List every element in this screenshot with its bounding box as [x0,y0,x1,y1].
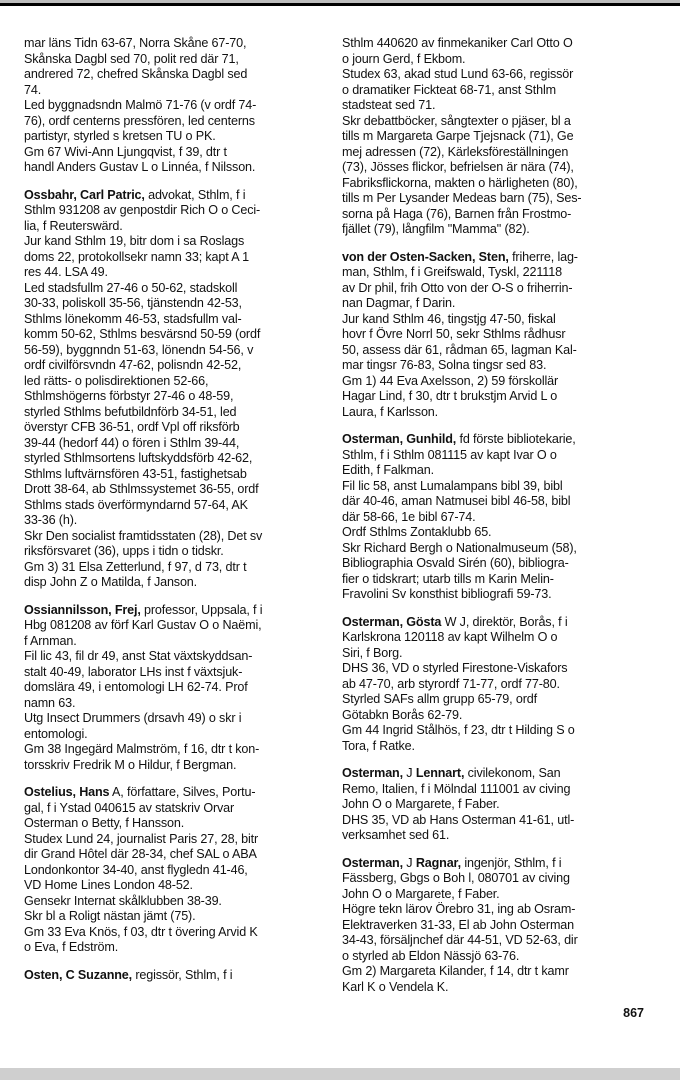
biography-entry [24,188,325,591]
entry-line [342,964,643,980]
entry-name: Osterman, [342,855,403,870]
entry-text: Led byggnadsndn Malmö 71-76 (v ordf 74- [24,98,257,112]
entry-line [24,219,325,235]
entry-line [24,863,325,879]
entry-text: nan Dagmar, f Darin. [342,296,456,310]
entry-line [342,176,643,192]
entry-line [24,98,325,114]
entry-line [24,968,325,984]
entry-text: Styrled SAFs allm grupp 65-79, ordf [342,692,537,706]
entry-line [24,618,325,634]
entry-line [342,871,643,887]
entry-line [24,405,325,421]
entry-line [342,677,643,693]
entry-text: 39-44 (hedorf 44) o fören i Sthlm 39-44, [24,435,240,450]
entry-name-middle: J [402,855,416,870]
entry-text: gal, f i Ystad 040615 av statskriv Orvar [24,800,235,815]
entry-line [24,909,325,925]
entry-text: mej adressen (72), Kärleksföreställningen [342,144,569,159]
entry-line [24,758,325,774]
entry-line [342,265,643,281]
biography-entry [24,968,325,984]
page-number: 867 [623,1006,644,1020]
entry-text: 56-59), byggnndn 51-63, lönendn 54-56, v [24,342,254,357]
entry-line [24,544,325,560]
entry-line [342,949,643,965]
biography-entry [342,250,643,421]
entry-text: Gm 2) Margareta Kilander, f 14, dtr t kamr [342,964,569,978]
biography-entry [24,36,325,176]
entry-text: ingenjör, Sthlm, f i [460,855,562,870]
entry-line [24,529,325,545]
entry-text: Gm 33 Eva Knös, f 03, dtr t övering Arvid K [24,924,258,939]
entry-text: hovr f Övre Norrl 50, sekr Sthlms rådhusr [342,327,566,341]
entry-text: Sthlmshögerns förbstyr 27-46 o 48-59, [24,389,234,403]
entry-text: Skr Den socialist framtidsstaten (28), Det sv [24,528,263,543]
biography-entry [342,856,643,996]
entry-text: (73), Jösses flickor, befrielsen är nära (74), [342,160,574,174]
entry-line [342,83,643,99]
scan-bottom-edge [0,1068,680,1080]
entry-line [24,203,325,219]
biography-entry [342,615,643,755]
entry-text: Sthlm 440620 av finmekaniker Carl Otto O [342,36,573,50]
entry-line [342,129,643,145]
biography-entry [342,36,643,238]
entry-line [342,98,643,114]
entry-line [24,603,325,619]
entry-text: 34-43, försäljnchef där 44-51, VD 52-63, dir [342,933,578,947]
entry-line [342,572,643,588]
entry-text: Gm 38 Ingegärd Malmström, f 16, dtr t kon- [24,742,260,756]
entry-line [24,374,325,390]
entry-line [24,727,325,743]
entry-line [24,250,325,266]
entry-text: o styrled ab Eldon Nässjö 63-76. [342,948,520,963]
entry-text: Gm 67 Wivi-Ann Ljungqvist, f 39, dtr t [24,144,227,159]
entry-line [342,145,643,161]
entry-line [24,649,325,665]
entry-line [342,887,643,903]
entry-text: 30-33, poliskoll 35-56, tjänstendn 42-53, [24,296,242,310]
entry-line [24,281,325,297]
entry-name: Ossiannilsson, Frej, [24,602,141,617]
entry-text: f Arnman. [24,633,77,648]
entry-line [24,878,325,894]
entry-line [24,832,325,848]
entry-line [24,785,325,801]
entry-text: doms 22, protokollsekr namn 33; kapt A 1 [24,249,250,264]
entry-line [24,389,325,405]
entry-line [24,513,325,529]
entry-text: ordf civilförsvndn 47-62, polisndn 42-52, [24,358,242,372]
entry-text: Sthlms stads överförmyndarnd 57-64, AK [24,497,248,512]
entry-line [342,343,643,359]
entry-line [24,160,325,176]
entry-line [342,312,643,328]
entry-name: Ostelius, Hans [24,785,110,799]
entry-line [342,510,643,526]
entry-text: stalt 40-49, laborator LHs inst f växtsjuk- [24,664,243,679]
entry-line [342,980,643,996]
entry-line [342,191,643,207]
entry-line [342,114,643,130]
entry-text: John O o Margarete, f Faber. [342,797,500,811]
entry-text: Ordf Sthlms Zontaklubb 65. [342,525,492,539]
entry-line [342,432,643,448]
biography-entry [342,766,643,844]
entry-line [342,739,643,755]
entry-text: regissör, Sthlm, f i [132,967,233,982]
entry-text: dir Grand Hôtel där 28-34, chef SAL o ABA [24,847,257,861]
entry-line [24,847,325,863]
entry-line [24,665,325,681]
entry-line [342,918,643,934]
entry-line [342,766,643,782]
entry-text: 33-36 (h). [24,513,78,527]
entry-line [24,327,325,343]
entry-text: o Eva, f Edström. [24,940,119,954]
entry-line [342,587,643,603]
entry-text: DHS 35, VD ab Hans Osterman 41-61, utl- [342,812,575,827]
entry-text: Hagar Lind, f 30, dtr t brukstjm Arvid L o [342,389,558,403]
entry-line [342,222,643,238]
entry-text: DHS 36, VD o styrled Firestone-Viskafors [342,661,568,675]
entry-text: tills m Margareta Garpe Tjejsnack (71), Ge [342,129,574,143]
entry-line [342,813,643,829]
biography-entry [24,785,325,956]
entry-line [24,575,325,591]
entry-text: professor, Uppsala, f i [140,602,263,617]
entry-text: Fil lic 43, fil dr 49, anst Stat växtskyddsan- [24,649,253,663]
entry-text: Remo, Italien, f i Mölndal 111001 av civing [342,781,571,796]
entry-text: partistyr, styrled s kretsen TU o PK. [24,129,216,143]
entry-line [24,801,325,817]
entry-line [24,482,325,498]
entry-line [342,782,643,798]
entry-text: Karl K o Vendela K. [342,979,449,994]
entry-line [24,145,325,161]
entry-text: komm 50-62, Sthlms besvärsnd 50-59 (ordf [24,327,261,341]
entry-line [24,114,325,130]
entry-text: 74. [24,82,42,97]
entry-line [342,281,643,297]
entry-line [342,661,643,677]
entry-text: advokat, Sthlm, f i [144,187,246,202]
entry-line [24,188,325,204]
entry-name: Osterman, Gösta [342,614,442,629]
entry-text: Gensekr Internat skålklubben 38-39. [24,893,222,908]
entry-text: o dramatiker Fickteat 68-71, anst Sthlm [342,82,556,97]
entry-line [24,925,325,941]
entry-line [342,374,643,390]
biography-entry [24,603,325,774]
entry-line [342,723,643,739]
entry-text: där 58-66, 1e bibl 67-74. [342,509,476,524]
entry-name-middle: J [402,766,416,780]
left-column [24,36,325,995]
entry-text: torsskriv Fredrik M o Hildur, f Bergman. [24,757,237,772]
entry-line [342,556,643,572]
entry-text: stadsteat sed 71. [342,98,436,112]
top-border-line [0,3,680,6]
entry-text: led rätts- o polisdirektionen 52-66, [24,373,209,388]
entry-line [24,265,325,281]
entry-text: Osterman o Betty, f Hansson. [24,816,185,830]
entry-text: Led stadsfullm 27-46 o 50-62, stadskoll [24,280,238,295]
entry-text: Siri, f Borg. [342,645,403,660]
entry-text: Skr debattböcker, sångtexter o pjäser, bl a [342,113,571,128]
entry-text: civilekonom, San [464,766,561,780]
entry-text: Gm 1) 44 Eva Axelsson, 2) 59 förskollär [342,373,559,388]
entry-text: Edith, f Falkman. [342,463,434,477]
entry-text: Sthlms luftvärnsfören 43-51, fastighetsab [24,466,247,481]
entry-name-given: Ragnar, [415,855,461,870]
entry-text: Tora, f Ratke. [342,738,415,753]
entry-line [24,83,325,99]
entry-text: Elektraverken 31-33, El ab John Osterman [342,917,575,932]
entry-text: fd förste bibliotekarie, [456,432,576,446]
entry-text: riksförsvaret (36), upps i tidn o tidskr. [24,544,224,558]
entry-text: Högre tekn lärov Örebro 31, ing ab Osram- [342,902,576,916]
entry-line [342,52,643,68]
entry-line [24,451,325,467]
entry-line [24,742,325,758]
entry-line [342,797,643,813]
entry-name-given: Lennart, [415,766,465,780]
entry-text: av Dr phil, frih Otto von der O-S o friherrin- [342,280,573,295]
entry-text: Fil lic 58, anst Lumalampans bibl 39, bibl [342,478,563,493]
entry-line [24,467,325,483]
entry-text: res 44. LSA 49. [24,265,108,279]
entry-text: Hbg 081208 av förf Karl Gustav O o Naëmi, [24,618,262,632]
entry-line [342,525,643,541]
entry-text: Sthlms lönekomm 46-53, stadsfullm val- [24,311,242,326]
entry-text: styrled Sthlmsortens luftskyddsförb 42-62, [24,451,253,465]
entry-text: Londonkontor 34-40, anst flygledn 41-46, [24,862,248,877]
entry-line [342,405,643,421]
entry-text: Gm 44 Ingrid Stålhös, f 23, dtr t Hilding S o [342,723,575,737]
entry-line [342,207,643,223]
entry-text: man, Sthlm, f i Greifswald, Tyskl, 221118 [342,265,562,279]
biography-entry [342,432,643,603]
entry-text: Gm 3) 31 Elsa Zetterlund, f 97, d 73, dtr t [24,559,247,574]
entry-line [24,436,325,452]
entry-text: entomologi. [24,726,88,741]
entry-text: fier o tidskrart; utarb tills m Karin Melin- [342,571,554,586]
entry-line [24,129,325,145]
entry-text: namn 63. [24,695,76,710]
entry-line [342,36,643,52]
entry-line [24,711,325,727]
entry-text: Studex Lund 24, journalist Paris 27, 28, bitr [24,831,259,846]
entry-line [24,680,325,696]
entry-text: o journ Gerd, f Ekbom. [342,51,466,66]
entry-text: Skr Richard Bergh o Nationalmuseum (58), [342,540,577,555]
entry-line [342,646,643,662]
entry-text: 50, assess där 61, rådman 65, lagman Kal- [342,342,577,357]
entry-line [24,67,325,83]
entry-line [24,634,325,650]
entry-line [24,420,325,436]
entry-text: andrered 72, chefred Skånska Dagbl sed [24,67,248,81]
entry-line [342,479,643,495]
entry-text: Jur kand Sthlm 46, tingstjg 47-50, fiskal [342,311,556,326]
entry-text: domslära 49, i entomologi LH 62-74. Prof [24,680,248,694]
entry-name: Osterman, Gunhild, [342,432,457,446]
entry-text: Götabkn Borås 62-79. [342,707,463,722]
entry-text: verksamhet sed 61. [342,828,450,842]
entry-line [342,296,643,312]
entry-line [342,327,643,343]
entry-text: mar läns Tidn 63-67, Norra Skåne 67-70, [24,36,247,50]
entry-text: VD Home Lines London 48-52. [24,878,193,892]
entry-text: Fabriksflickorna, makten o härligheten (80), [342,175,578,190]
entry-name: von der Osten-Sacken, Sten, [342,249,509,264]
entry-line [24,36,325,52]
entry-text: Sthlm, f i Sthlm 081115 av kapt Ivar O o [342,447,557,462]
entry-line [24,894,325,910]
entry-line [342,250,643,266]
entry-line [24,52,325,68]
entry-line [342,708,643,724]
entry-line [24,498,325,514]
entry-text: lia, f Reuterswärd. [24,218,123,233]
right-column [342,36,643,1007]
entry-line [24,312,325,328]
entry-text: friherre, lag- [508,249,578,264]
entry-line [342,828,643,844]
entry-line [342,692,643,708]
entry-line [342,856,643,872]
entry-text: Laura, f Karlsson. [342,404,439,419]
entry-line [24,696,325,712]
entry-text: tills m Per Lysander Medeas barn (75), Ses- [342,191,582,205]
entry-text: Bibliographia Osvald Sirén (60), bibliogra- [342,556,569,570]
entry-text: Skånska Dagbl sed 70, polit red där 71, [24,51,239,66]
entry-line [342,463,643,479]
entry-text: John O o Margarete, f Faber. [342,886,500,901]
entry-name: Osterman, [342,766,403,780]
entry-line [24,560,325,576]
entry-line [342,389,643,405]
entry-text: styrled Sthlms befutbildnförb 34-51, led [24,404,237,419]
entry-text: handl Anders Gustav L o Linnéa, f Nilsson. [24,160,256,174]
entry-line [24,296,325,312]
entry-text: Fässberg, Gbgs o Boh l, 080701 av civing [342,871,570,885]
entry-line [342,358,643,374]
entry-name: Osten, C Suzanne, [24,967,133,982]
entry-text: mar tingsr 76-83, Solna tingsr sed 83. [342,358,547,372]
entry-text: ab 47-70, arb styrordf 71-77, ordf 77-80. [342,676,560,691]
entry-text: sorna på Haga (76), Barnen från Frostmo- [342,206,572,221]
entry-text: överstyr CFB 36-51, ordf Vpl off riksförb [24,420,240,434]
entry-line [24,234,325,250]
entry-text: där 40-46, aman Natmusei bibl 46-58, bibl [342,494,571,508]
entry-line [342,67,643,83]
entry-line [24,940,325,956]
entry-text: disp John Z o Matilda, f Janson. [24,575,198,589]
entry-line [342,448,643,464]
entry-text: 76), ordf centerns pressfören, led centerns [24,113,255,128]
entry-text: Drott 38-64, ab Sthlmssystemet 36-55, ordf [24,482,259,496]
entry-line [342,630,643,646]
entry-text: Jur kand Sthlm 19, bitr dom i sa Roslags [24,234,245,248]
entry-line [342,615,643,631]
entry-line [342,933,643,949]
entry-line [24,343,325,359]
entry-name: Ossbahr, Carl Patric, [24,187,145,202]
entry-line [342,160,643,176]
entry-text: fjället (79), långfilm "Mamma" (82). [342,222,530,236]
entry-text: W J, direktör, Borås, f i [441,614,568,629]
entry-line [342,902,643,918]
entry-line [24,816,325,832]
entry-text: Fravolini Sv konsthist bibliografi 59-73. [342,587,552,601]
entry-text: Studex 63, akad stud Lund 63-66, regissör [342,67,574,81]
entry-text: Utg Insect Drummers (drsavh 49) o skr i [24,711,242,725]
entry-text: A, författare, Silves, Portu- [109,785,256,799]
entry-line [342,494,643,510]
entry-text: Karlskrona 120118 av kapt Wilhelm O o [342,630,558,644]
entry-line [24,358,325,374]
entry-line [342,541,643,557]
entry-text: Skr bl a Roligt nästan jämt (75). [24,909,196,923]
entry-text: Sthlm 931208 av genpostdir Rich O o Ceci- [24,203,261,217]
